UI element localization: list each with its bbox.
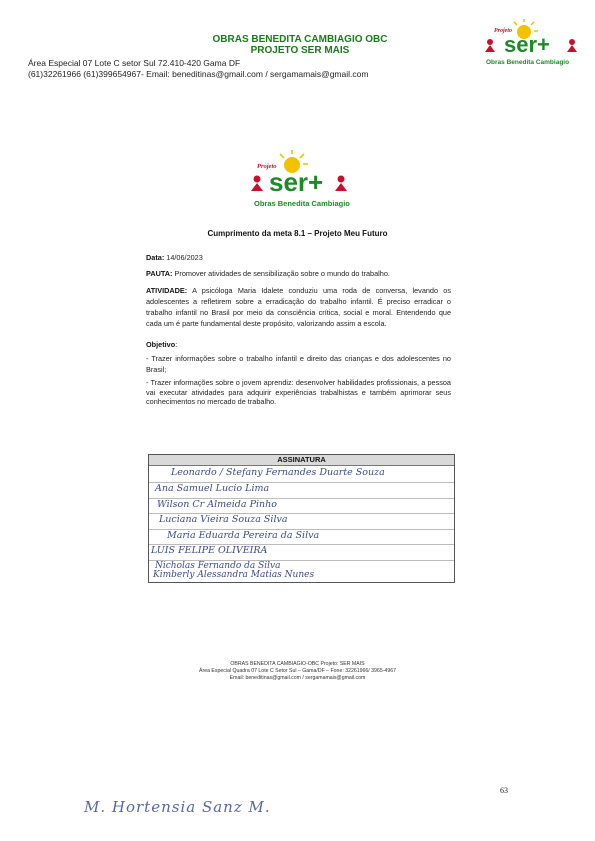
atividade-label: ATIVIDADE: xyxy=(146,286,188,295)
logo-project-word: Projeto xyxy=(494,28,512,34)
header-org-title xyxy=(150,34,450,56)
logo-top-right xyxy=(480,18,585,70)
date-value: 14/06/2023 xyxy=(166,253,203,262)
objetivo-item: - Trazer informações sobre o trabalho infantil e direito das crianças e dos adolescentes no Brasil; xyxy=(146,354,451,374)
document-title: Cumprimento da meta 8.1 – Projeto Meu Futuro xyxy=(207,229,388,238)
pauta-label: PAUTA: xyxy=(146,269,173,278)
org-title: OBRAS BENEDITA CAMBIAGIO OBC xyxy=(212,34,388,45)
bottom-signature: M. Hortensia Sanz M. xyxy=(84,798,271,816)
footer-line-2: Área Especial Quadra 07 Lote C Setor Sul – Gama/DF – Fone: 32261966/ 3965-4967 xyxy=(199,668,396,674)
date-line xyxy=(146,252,451,263)
objetivo-item: - Trazer informações sobre o jovem aprendiz: desenvolver habilidades profissionais, a pessoa vai executar atividades para adquirir experiências trabalhistas e também aprimorar seus conhecimentos no mercado de trabalho. xyxy=(146,378,451,406)
pauta-line xyxy=(146,268,451,279)
footer-line-1: OBRAS BENEDITA CAMBIAGIO-OBC Projeto: SER MAIS xyxy=(230,661,365,667)
figure-right-icon xyxy=(567,39,577,52)
header-address: Área Especial 07 Lote C setor Sul 72.410-420 Gama DF xyxy=(28,58,241,68)
page-number: 63 xyxy=(500,786,508,795)
atividade-paragraph xyxy=(146,285,451,329)
signature-table xyxy=(148,454,455,583)
signature-entry: LUIS FELIPE OLIVEIRA xyxy=(151,545,268,556)
header-contacts: (61)32261966 (61)399654967- Email: beneditinas@gmail.com / sergamamais@gmail.com xyxy=(28,69,369,79)
footer-line-3: Email: beneditinas@gmail.com / sergamamais@gmail.com xyxy=(229,675,366,681)
signature-entry: Ana Samuel Lucio Lima xyxy=(155,483,270,494)
signature-entry: Kimberly Alessandra Matias Nunes xyxy=(153,570,315,580)
objetivo-label: Objetivo xyxy=(146,340,176,349)
signature-entry: Nicholas Fernando da Silva xyxy=(155,561,281,571)
signature-entry: Maria Eduarda Pereira da Silva xyxy=(167,530,320,541)
logo-project-word: Projeto xyxy=(257,163,277,170)
signature-entry: Leonardo / Stefany Fernandes Duarte Souza xyxy=(171,467,385,478)
signature-entry: Wilson Cr Almeida Pinho xyxy=(157,499,277,510)
logo-brand: ser+ xyxy=(269,167,324,197)
figure-left-icon xyxy=(485,39,495,52)
atividade-text: A psicóloga Maria Idalete conduziu uma roda de conversa, levando os adolescentes a refletirem sobre a erradicação do trabalho infantil. É preciso erradicar o trabalho infantil no Brasil por meio da consciência crítica, social e moral. Entendendo que cada um é parte fundamental deste propósito, valorizando assim a escola. xyxy=(146,286,451,328)
project-title: PROJETO SER MAIS xyxy=(250,45,350,56)
logo-brand: ser+ xyxy=(504,32,550,57)
figure-right-icon xyxy=(335,176,347,192)
logo-center xyxy=(245,150,355,212)
objetivo-heading: Objetivo: xyxy=(146,340,178,349)
date-label: Data: xyxy=(146,253,165,262)
figure-left-icon xyxy=(251,176,263,192)
logo-subtitle: Obras Benedita Cambiagio xyxy=(486,59,570,66)
logo-subtitle: Obras Benedita Cambiagio xyxy=(254,199,350,208)
signature-header: ASSINATURA xyxy=(149,455,454,466)
signature-entry: Luciana Vieira Souza Silva xyxy=(159,514,288,525)
pauta-text: Promover atividades de sensibilização sobre o mundo do trabalho. xyxy=(174,269,390,278)
